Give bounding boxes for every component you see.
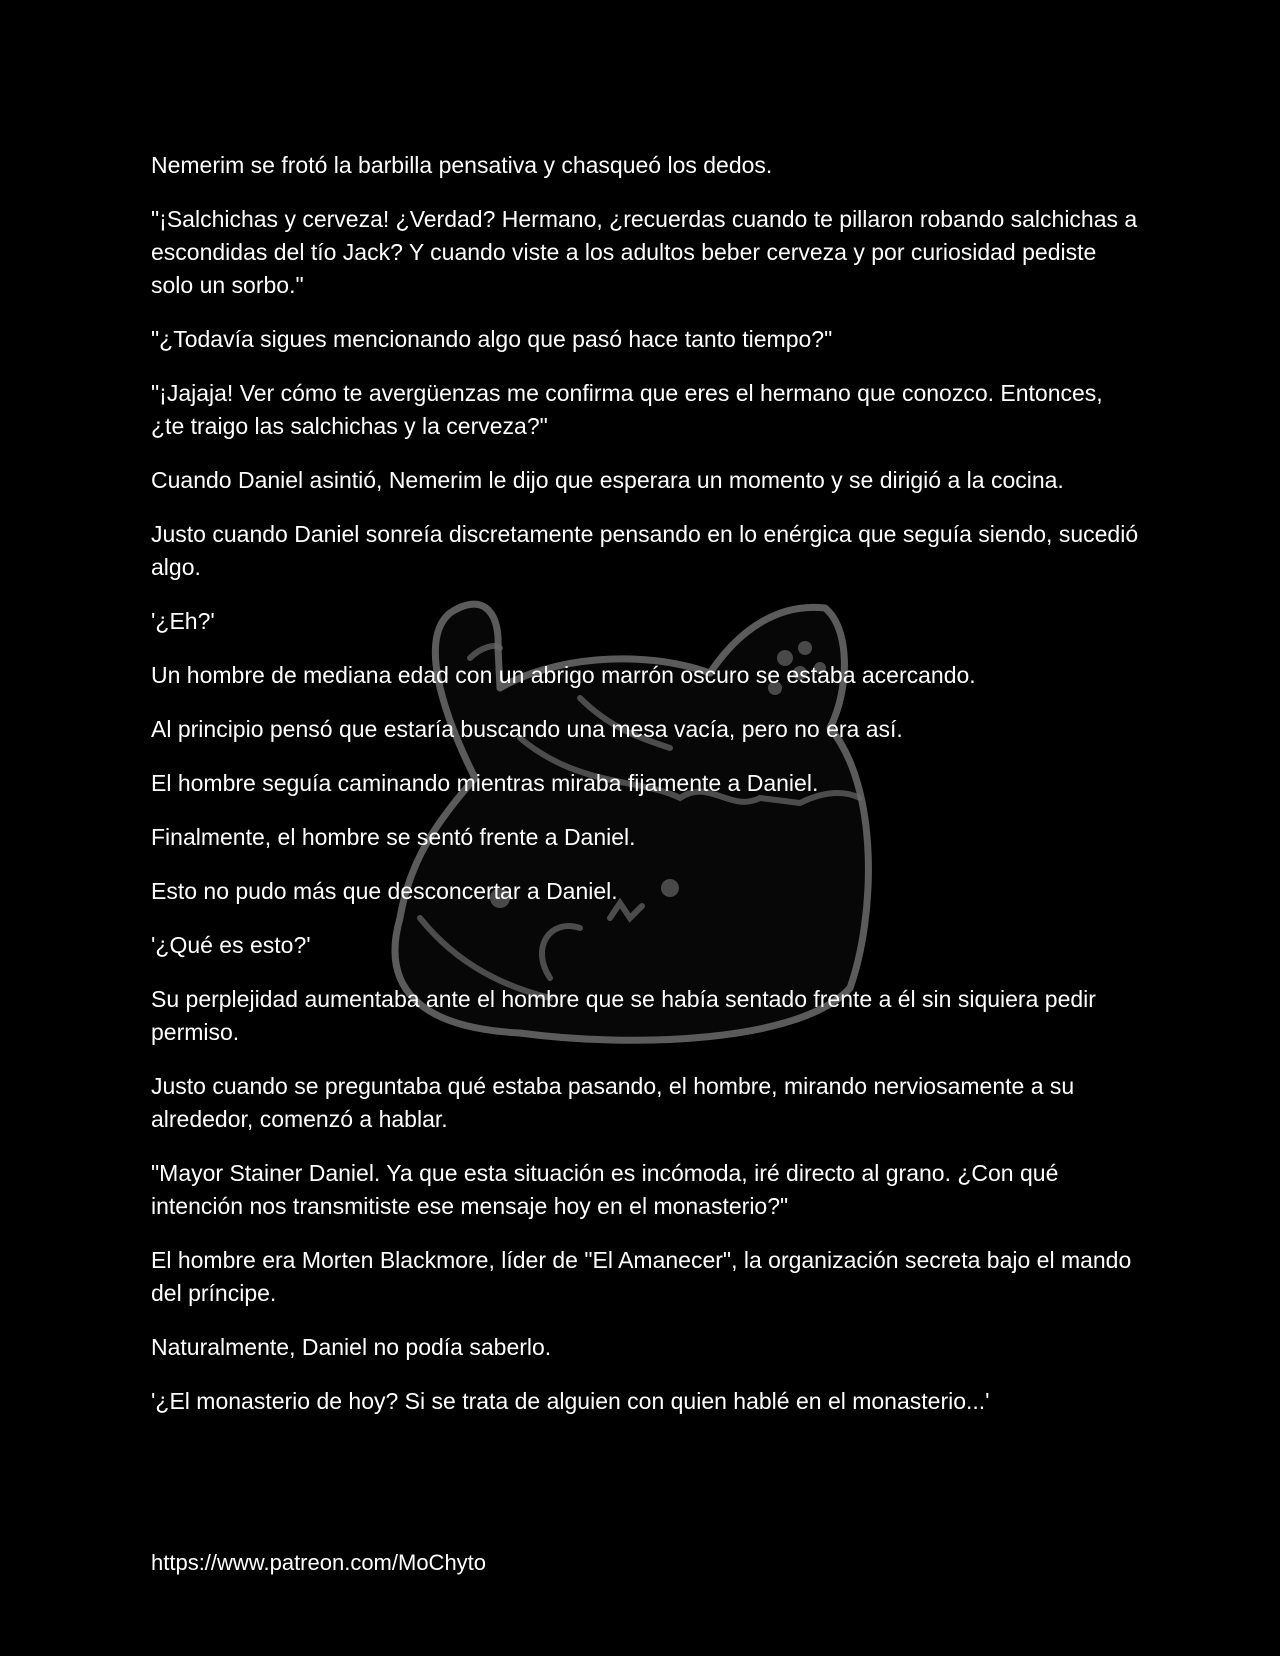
paragraph: "¿Todavía sigues mencionando algo que pasó hace tanto tiempo?" [151, 326, 833, 352]
paragraph: Nemerim se frotó la barbilla pensativa y chasqueó los dedos. [151, 152, 773, 178]
paragraph: Al principio pensó que estaría buscando una mesa vacía, pero no era así. [151, 716, 903, 742]
paragraph: Un hombre de mediana edad con un abrigo marrón oscuro se estaba acercando. [151, 662, 976, 688]
paragraph: "¡Jajaja! Ver cómo te avergüenzas me confirma que eres el hermano que conozco. Entonces, ¿te traigo las salchichas y la cerveza?" [151, 380, 1103, 439]
paragraph: Cuando Daniel asintió, Nemerim le dijo que esperara un momento y se dirigió a la cocina. [151, 467, 1064, 493]
paragraph: '¿Qué es esto?' [151, 932, 311, 958]
paragraph: El hombre era Morten Blackmore, líder de "El Amanecer", la organización secreta bajo el mando del príncipe. [151, 1247, 1132, 1306]
paragraph: Esto no pudo más que desconcertar a Daniel. [151, 878, 618, 904]
chapter-text [151, 149, 1141, 1439]
patreon-link[interactable]: https://www.patreon.com/MoChyto [151, 1550, 487, 1575]
paragraph: '¿Eh?' [151, 608, 215, 634]
paragraph: '¿El monasterio de hoy? Si se trata de alguien con quien hablé en el monasterio...' [151, 1388, 990, 1414]
paragraph: Justo cuando Daniel sonreía discretamente pensando en lo enérgica que seguía siendo, sucedió algo. [151, 521, 1139, 580]
paragraph: El hombre seguía caminando mientras miraba fijamente a Daniel. [151, 770, 819, 796]
paragraph: Finalmente, el hombre se sentó frente a Daniel. [151, 824, 636, 850]
paragraph: Justo cuando se preguntaba qué estaba pasando, el hombre, mirando nerviosamente a su alrededor, comenzó a hablar. [151, 1073, 1075, 1132]
paragraph: Su perplejidad aumentaba ante el hombre que se había sentado frente a él sin siquiera pedir permiso. [151, 986, 1096, 1045]
paragraph: "Mayor Stainer Daniel. Ya que esta situación es incómoda, iré directo al grano. ¿Con qué intención nos transmitiste ese mensaje hoy en el monasterio?" [151, 1160, 1059, 1219]
paragraph: "¡Salchichas y cerveza! ¿Verdad? Hermano, ¿recuerdas cuando te pillaron robando salchichas a escondidas del tío Jack? Y cuando viste a los adultos beber cerveza y por curiosidad pediste solo un sorbo." [151, 206, 1138, 298]
paragraph: Naturalmente, Daniel no podía saberlo. [151, 1334, 552, 1360]
